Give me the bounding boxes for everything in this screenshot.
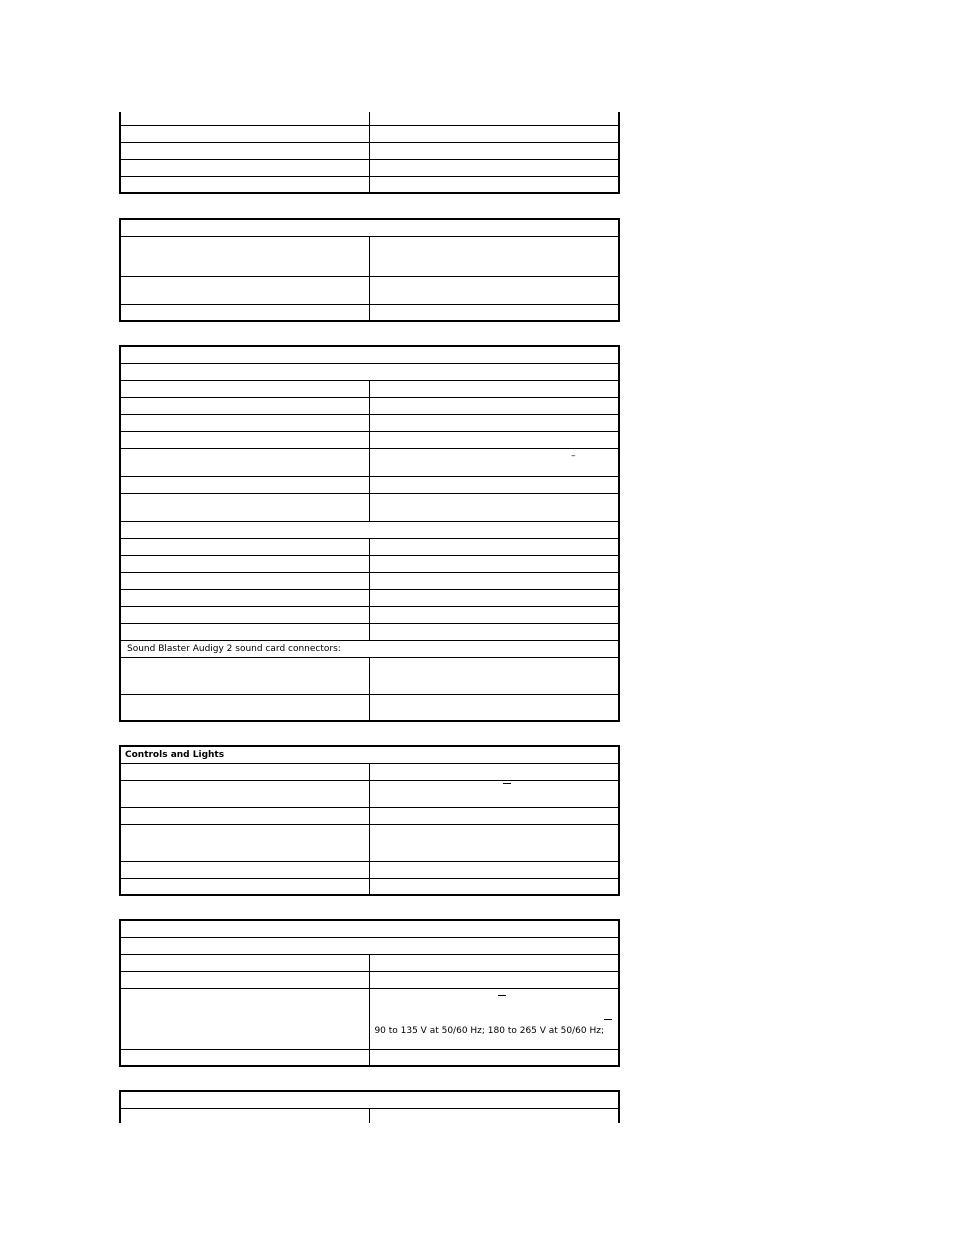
cell (370, 125, 619, 142)
table-header (120, 920, 619, 937)
cell (370, 694, 619, 721)
table-audio (119, 345, 620, 722)
cell (120, 988, 370, 1049)
cell (370, 142, 619, 159)
cell (370, 1049, 619, 1066)
cell (370, 538, 619, 555)
cell (370, 112, 619, 125)
cell (370, 176, 619, 193)
cell (120, 380, 370, 397)
cell (370, 476, 619, 493)
cell (120, 538, 370, 555)
dash-mark (503, 783, 511, 784)
cell (370, 971, 619, 988)
table-continued (119, 112, 620, 194)
cell (120, 878, 370, 895)
cell (120, 606, 370, 623)
cell (120, 572, 370, 589)
cell (370, 623, 619, 640)
cell (120, 555, 370, 572)
cell (120, 954, 370, 971)
cell (120, 125, 370, 142)
cell (120, 159, 370, 176)
voltage-cell (370, 988, 619, 1049)
cell (370, 555, 619, 572)
cell (120, 861, 370, 878)
cell (370, 236, 619, 276)
cell (120, 623, 370, 640)
cell (120, 142, 370, 159)
cell (370, 861, 619, 878)
table-power (119, 919, 620, 1067)
cell (120, 493, 370, 521)
cell (370, 1108, 619, 1123)
dash-mark (604, 1019, 612, 1020)
cell (370, 431, 619, 448)
cell (370, 878, 619, 895)
cell (120, 780, 370, 807)
cell (120, 694, 370, 721)
cell (120, 397, 370, 414)
cell (120, 824, 370, 861)
cell (120, 448, 370, 476)
cell (370, 572, 619, 589)
sound-card-connectors-label: Sound Blaster Audigy 2 sound card connectors: (120, 640, 619, 657)
cell (370, 763, 619, 780)
cell (370, 448, 619, 476)
dash-mark: – (571, 451, 576, 461)
voltage-text: 90 to 135 V at 50/60 Hz; 180 to 265 V at 50/60 Hz; (374, 1025, 605, 1036)
table-6 (119, 1090, 620, 1123)
cell (370, 780, 619, 807)
subheader (120, 521, 619, 538)
cell (120, 304, 370, 321)
cell (120, 1108, 370, 1123)
cell (120, 657, 370, 694)
table-title: Controls and Lights (120, 746, 619, 763)
table-2 (119, 218, 620, 322)
cell (370, 657, 619, 694)
cell (120, 276, 370, 304)
table-controls-lights (119, 745, 620, 896)
table-header (120, 346, 619, 363)
cell (370, 159, 619, 176)
cell (370, 380, 619, 397)
cell (120, 971, 370, 988)
cell (120, 414, 370, 431)
cell (120, 1049, 370, 1066)
cell (120, 431, 370, 448)
table-header (120, 1091, 619, 1108)
cell (120, 176, 370, 193)
cell (370, 606, 619, 623)
cell (370, 304, 619, 321)
cell (120, 476, 370, 493)
cell (120, 112, 370, 125)
subheader (120, 363, 619, 380)
cell (120, 807, 370, 824)
subheader (120, 937, 619, 954)
cell (370, 414, 619, 431)
cell (120, 763, 370, 780)
cell (370, 807, 619, 824)
dash-mark (498, 995, 506, 996)
table-header (120, 219, 619, 236)
cell (370, 397, 619, 414)
cell (370, 276, 619, 304)
cell (370, 954, 619, 971)
cell (120, 236, 370, 276)
cell (120, 589, 370, 606)
cell (370, 493, 619, 521)
cell (370, 824, 619, 861)
cell (370, 589, 619, 606)
